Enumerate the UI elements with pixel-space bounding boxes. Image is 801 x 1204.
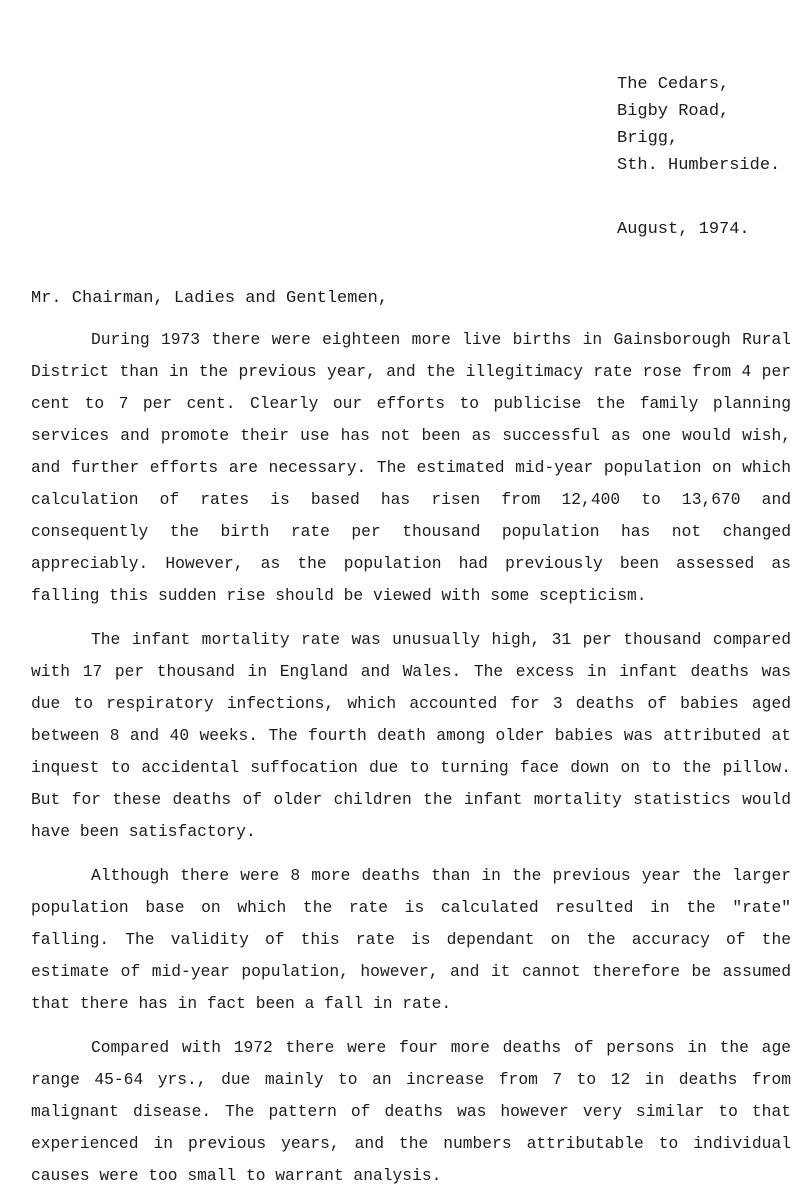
salutation: Mr. Chairman, Ladies and Gentlemen, (31, 289, 389, 308)
body-paragraph: Compared with 1972 there were four more deaths of persons in the age range 45-64 yrs., due mainly to an increase from 7 to 12 in deaths from malignant disease. The pattern of deaths was however very similar to that experienced in previous years, and the numbers attributable to individual causes were too small to warrant analysis. (31, 1038, 791, 1185)
body-paragraph: The infant mortality rate was unusually high, 31 per thousand compared with 17 per thousand in England and Wales. The excess in infant deaths was due to respiratory infections, which accounted for 3 deaths of babies aged between 8 and 40 weeks. The fourth death among older babies was attributed at inquest to accidental suffocation due to turning face down on to the pillow. But for these deaths of older children the infant mortality statistics would have been satisfactory. (31, 630, 791, 841)
address-line: The Cedars, (617, 75, 730, 94)
sender-address (617, 71, 780, 179)
address-line: Brigg, (617, 129, 679, 148)
letter-body (31, 324, 791, 1204)
body-paragraph: Although there were 8 more deaths than in the previous year the larger population base on which the rate is calculated resulted in the "rate" falling. The validity of this rate is dependant on the accuracy of the estimate of mid-year population, however, and it cannot therefore be assumed that there has in fact been a fall in rate. (31, 866, 791, 1013)
letter-date: August, 1974. (617, 220, 750, 239)
address-line: Bigby Road, (617, 102, 730, 121)
address-line: Sth. Humberside. (617, 156, 781, 175)
body-paragraph: During 1973 there were eighteen more live births in Gainsborough Rural District than in the previous year, and the illegitimacy rate rose from 4 per cent to 7 per cent. Clearly our efforts to publicise the family planning services and promote their use has not been as successful as one would wish, and further efforts are necessary. The estimated mid-year population on which calculation of rates is based has risen from 12,400 to 13,670 and consequently the birth rate per thousand population has not changed appreciably. However, as the population had previously been assessed as falling this sudden rise should be viewed with some scepticism. (31, 330, 791, 605)
